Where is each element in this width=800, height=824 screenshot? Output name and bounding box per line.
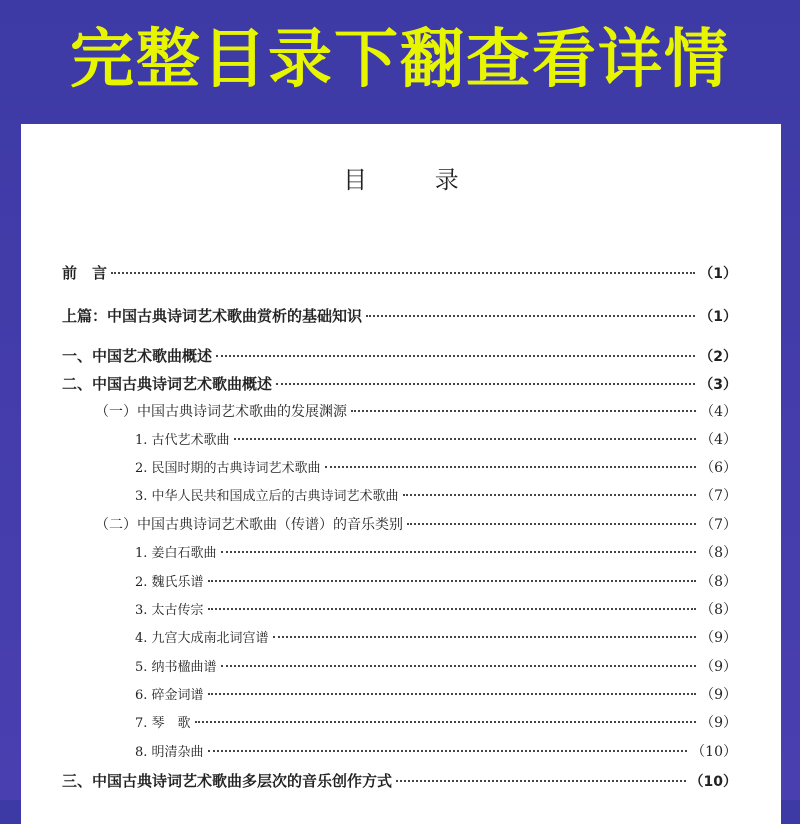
toc-entry-page: （7）	[700, 488, 737, 504]
toc-entry[interactable]	[21, 429, 737, 449]
toc-page	[21, 124, 781, 824]
toc-entry-label: 三、中国古典诗词艺术歌曲多层次的音乐创作方式	[62, 772, 393, 790]
toc-entry-page: （1）	[699, 309, 737, 325]
leader-dots	[366, 315, 695, 317]
toc-entry[interactable]	[21, 373, 737, 393]
toc-entry-page: （9）	[700, 687, 737, 703]
toc-title: 目 录	[343, 166, 459, 194]
toc-entry[interactable]	[21, 305, 737, 325]
toc-entry-label: 1. 古代艺术歌曲	[135, 433, 230, 448]
leader-dots	[276, 383, 695, 385]
toc-entry[interactable]	[21, 542, 737, 562]
toc-entry[interactable]	[21, 262, 737, 282]
toc-entry[interactable]	[21, 656, 737, 676]
toc-entry-label: 8. 明清杂曲	[135, 745, 204, 760]
leader-dots	[111, 272, 695, 274]
toc-entry[interactable]	[21, 514, 737, 534]
toc-entry-page: （9）	[700, 630, 737, 646]
leader-dots	[216, 355, 695, 357]
leader-dots	[208, 693, 697, 695]
leader-dots	[195, 721, 697, 723]
toc-entry[interactable]	[21, 770, 737, 790]
toc-entry-label: 2. 民国时期的古典诗词艺术歌曲	[135, 461, 321, 476]
toc-entry-page: （8）	[700, 545, 737, 561]
toc-entry[interactable]	[21, 741, 737, 761]
toc-entry[interactable]	[21, 485, 737, 505]
toc-entry-label: 6. 碎金词谱	[135, 688, 204, 703]
leader-dots	[221, 551, 697, 553]
toc-entry-page: （2）	[699, 349, 737, 365]
leader-dots	[396, 780, 686, 782]
toc-entry-label: （一）中国古典诗词艺术歌曲的发展渊源	[95, 404, 347, 420]
toc-entry-page: （4）	[700, 432, 737, 448]
toc-entry[interactable]	[21, 684, 737, 704]
toc-entry-label: 3. 中华人民共和国成立后的古典诗词艺术歌曲	[135, 489, 399, 504]
toc-entry-label: 3. 太古传宗	[135, 603, 204, 618]
toc-entry-page: （10）	[689, 774, 737, 790]
toc-entry-label: 2. 魏氏乐谱	[135, 575, 204, 590]
leader-dots	[407, 523, 696, 525]
leader-dots	[234, 438, 697, 440]
toc-entry-label: （二）中国古典诗词艺术歌曲（传谱）的音乐类别	[95, 517, 403, 533]
toc-entry-label: 二、中国古典诗词艺术歌曲概述	[62, 375, 273, 393]
toc-entry-label: 4. 九宫大成南北词宫谱	[135, 631, 269, 646]
toc-entry[interactable]	[21, 401, 737, 421]
leader-dots	[208, 750, 688, 752]
toc-entry-page: （9）	[700, 659, 737, 675]
toc-entry[interactable]	[21, 457, 737, 477]
leader-dots	[351, 410, 696, 412]
toc-entry-page: （8）	[700, 574, 737, 590]
leader-dots	[208, 580, 697, 582]
leader-dots	[221, 665, 697, 667]
toc-entry-label: 1. 姜白石歌曲	[135, 546, 217, 561]
leader-dots	[403, 494, 697, 496]
toc-entry-page: （10）	[691, 744, 737, 760]
toc-entry[interactable]	[21, 571, 737, 591]
toc-entry-label: 前 言	[62, 264, 108, 282]
leader-dots	[325, 466, 697, 468]
toc-entry-page: （6）	[700, 460, 737, 476]
toc-entry-page: （4）	[700, 404, 737, 420]
toc-entry-page: （8）	[700, 602, 737, 618]
toc-entry-page: （1）	[699, 266, 737, 282]
toc-entry[interactable]	[21, 712, 737, 732]
toc-entry-label: 5. 纳书楹曲谱	[135, 660, 217, 675]
toc-entry-page: （9）	[700, 715, 737, 731]
toc-entry[interactable]	[21, 627, 737, 647]
toc-entry-label: 一、中国艺术歌曲概述	[62, 347, 213, 365]
banner-heading: 完整目录下翻查看详情	[70, 23, 730, 97]
toc-entry-page: （7）	[700, 517, 737, 533]
leader-dots	[273, 636, 697, 638]
toc-entry-label: 上篇：中国古典诗词艺术歌曲赏析的基础知识	[62, 307, 363, 325]
leader-dots	[208, 608, 697, 610]
toc-entry-page: （3）	[699, 377, 737, 393]
toc-entry[interactable]	[21, 599, 737, 619]
toc-entry[interactable]	[21, 345, 737, 365]
toc-entry-label: 7. 琴 歌	[135, 716, 191, 731]
